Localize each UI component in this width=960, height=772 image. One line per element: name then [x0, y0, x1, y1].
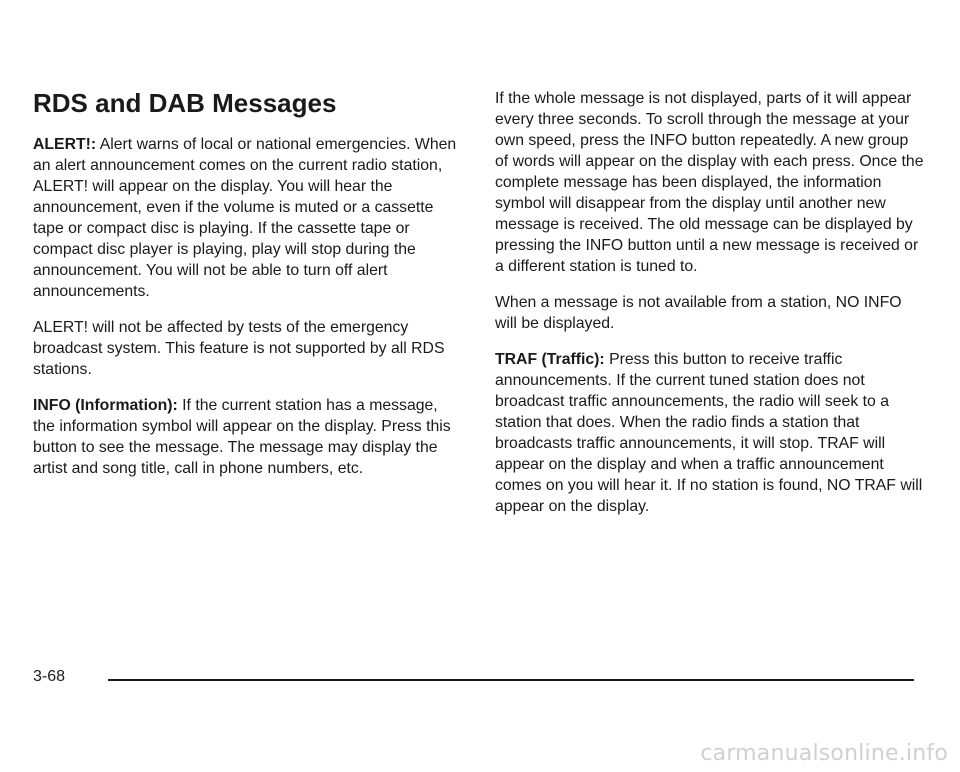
traf-description: Press this button to receive traffic announcements. If the current tuned station does not broadcast traffic announcements, the radio will seek to a station that does. When the radio finds a station that broadcasts traffic announcements, it will stop. TRAF will appear on the display and when a traffic announcement comes on you will hear it. If no station is found, NO TRAF will appear on the display.	[495, 351, 923, 515]
footer-divider	[108, 679, 914, 681]
right-column	[495, 88, 925, 532]
alert-term: ALERT!:	[33, 136, 97, 153]
watermark: carmanualsonline.info	[700, 741, 948, 766]
no-info-paragraph: When a message is not available from a station, NO INFO will be displayed.	[495, 294, 902, 332]
info-paragraph	[33, 395, 463, 479]
message-scroll-paragraph: If the whole message is not displayed, parts of it will appear every three seconds. To scroll through the message at your own speed, press the INFO button repeatedly. A new group of words will appear on the display with each press. Once the complete message has been displayed, the information symbol will disappear from the display until another new message is received. The old message can be displayed by pressing the INFO button until a new message is received or a different station is tuned to.	[495, 90, 924, 275]
alert-paragraph	[33, 134, 463, 302]
alert-description: Alert warns of local or national emergencies. When an alert announcement comes on the current radio station, ALERT! will appear on the display. You will hear the announcement, even if the volume is muted or a cassette tape or compact disc is playing. If the cassette tape or compact disc player is playing, play will stop during the announcement. You will not be able to turn off alert announcements.	[33, 136, 457, 300]
section-heading: RDS and DAB Messages	[33, 88, 337, 118]
page-number: 3-68	[33, 668, 66, 685]
info-description: If the current station has a message, the information symbol will appear on the display. Press this button to see the message. The message may display the artist and song title, call in phone numbers, etc.	[33, 397, 451, 477]
alert-emergency-paragraph: ALERT! will not be affected by tests of the emergency broadcast system. This feature is not supported by all RDS stations.	[33, 319, 445, 378]
traf-paragraph	[495, 349, 925, 517]
traf-term: TRAF (Traffic):	[495, 351, 605, 368]
left-column	[33, 88, 463, 494]
info-term: INFO (Information):	[33, 397, 178, 414]
